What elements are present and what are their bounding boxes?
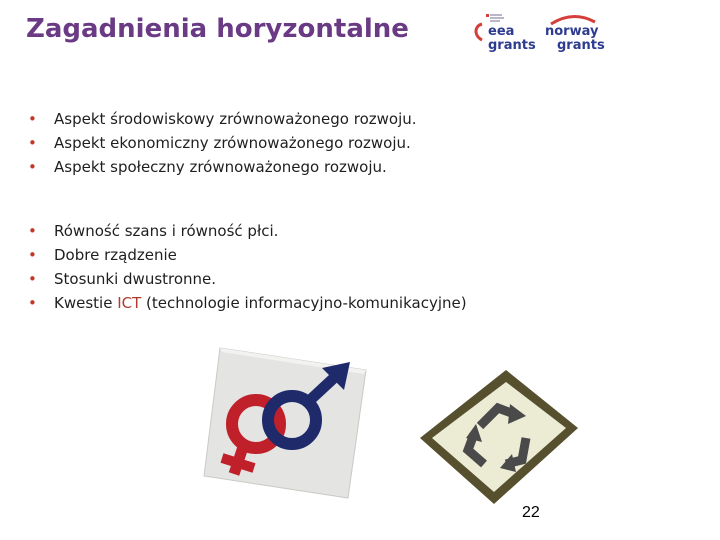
bullet-lead: Kwestie [54,294,118,312]
bullet-dot: • [28,246,37,264]
norway-grants-logo [545,12,617,56]
slide-title: Zagadnienia horyzontalne [26,14,409,44]
bullet-rest: . [211,270,217,288]
bullet-lead: Aspekt społeczny [54,158,185,176]
bullet-lead: Aspekt środowiskowy [54,110,215,128]
eea-grants-logo [470,12,540,56]
list-item [28,243,467,267]
bullet-lead: Aspekt ekonomiczny [54,134,209,152]
list-item [28,267,467,291]
bullet-rest: zrównoważonego rozwoju. [214,110,417,128]
eea-logo-word: eea [488,24,515,39]
list-item [28,131,417,155]
bullet-accent: ICT [117,294,142,312]
bullet-lead: Dobre rządzenie [54,246,177,264]
bullet-lead: Stosunki dwustronne [54,270,212,288]
bullet-list-horizontal-issues [28,219,467,315]
bullet-rest: zrównoważonego rozwoju. [208,134,411,152]
bullet-dot: • [28,110,37,128]
bullet-dot: • [28,134,37,152]
bullet-rest: zrównoważonego rozwoju. [184,158,387,176]
bullet-list-sustainability [28,107,417,179]
bullet-rest: i równość płci. [166,222,279,240]
bullet-dot: • [28,158,37,176]
list-item [28,107,417,131]
eea-logo-subword: grants [488,38,536,53]
recycle-symbol-icon [418,368,580,506]
list-item [28,291,467,315]
page-number: 22 [522,504,540,521]
norway-logo-subword: grants [557,38,605,53]
list-item [28,219,467,243]
bullet-lead: Równość szans [54,222,167,240]
list-item [28,155,417,179]
bullet-rest: (technologie informacyjno-komunikacyjne) [141,294,467,312]
bullet-dot: • [28,222,37,240]
gender-symbols-icon [198,340,370,502]
bullet-dot: • [28,270,37,288]
bullet-dot: • [28,294,37,312]
norway-logo-word: norway [545,24,599,39]
